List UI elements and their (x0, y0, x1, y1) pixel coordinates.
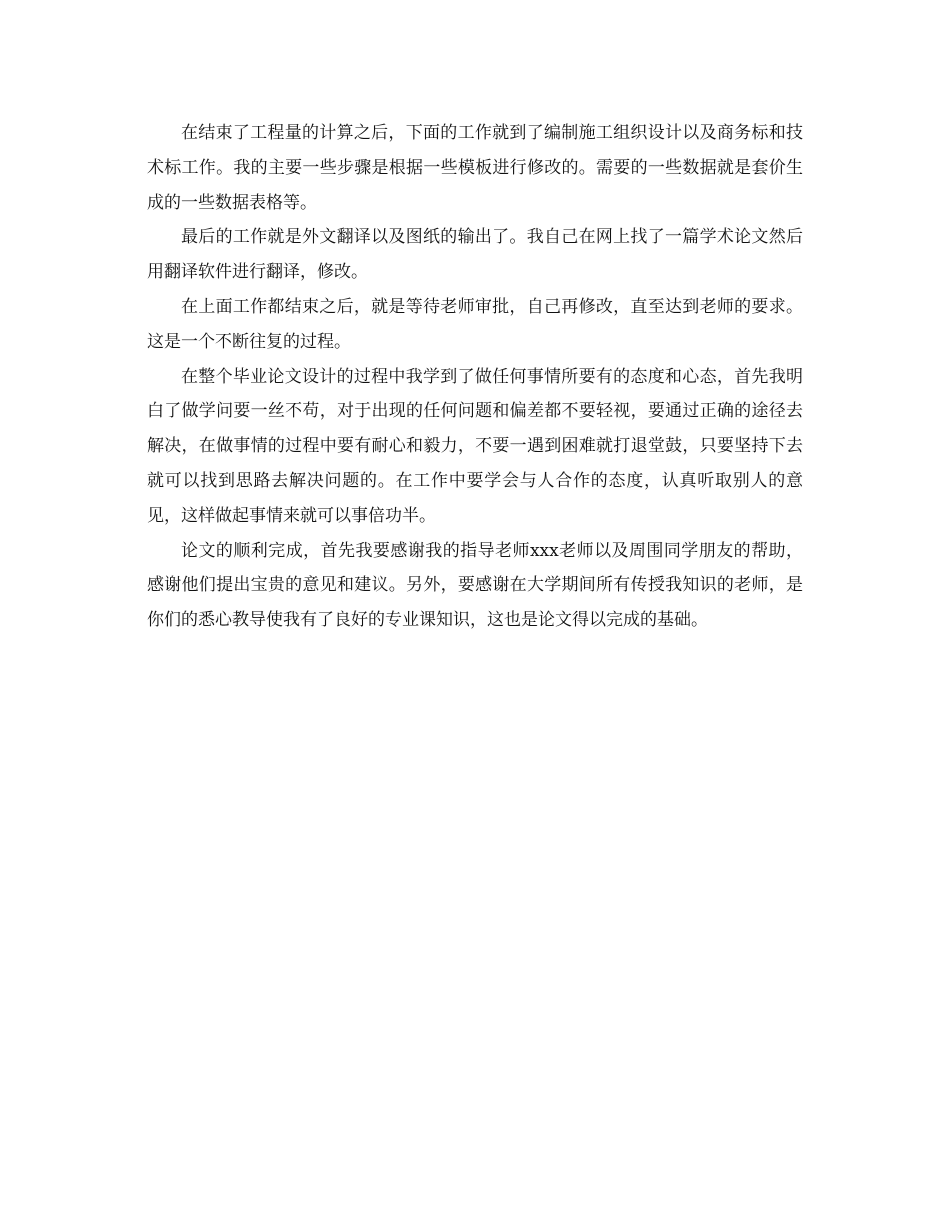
paragraph-1: 在结束了工程量的计算之后，下面的工作就到了编制施工组织设计以及商务标和技术标工作。我的主要一些步骤是根据一些模板进行修改的。需要的一些数据就是套价生成的一些数据表格等。 (147, 123, 803, 213)
paragraph-4: 在整个毕业论文设计的过程中我学到了做任何事情所要有的态度和心态，首先我明白了做学问要一丝不苟，对于出现的任何问题和偏差都不要轻视，要通过正确的途径去解决，在做事情的过程中要有耐心和毅力，不要一遇到困难就打退堂鼓，只要坚持下去就可以找到思路去解决问题的。在工作中要学会与人合作的态度，认真听取别人的意见，这样做起事情来就可以事倍功半。 (147, 366, 803, 526)
paragraph-3: 在上面工作都结束之后，就是等待老师审批，自己再修改，直至达到老师的要求。这是一个不断往复的过程。 (147, 296, 803, 352)
paragraph-2: 最后的工作就是外文翻译以及图纸的输出了。我自己在网上找了一篇学术论文然后用翻译软件进行翻译，修改。 (147, 227, 803, 283)
document-body (147, 116, 803, 638)
paragraph-5: 论文的顺利完成，首先我要感谢我的指导老师xxx老师以及周围同学朋友的帮助，感谢他们提出宝贵的意见和建议。另外，要感谢在大学期间所有传授我知识的老师，是你们的悉心教导使我有了良好的专业课知识，这也是论文得以完成的基础。 (147, 540, 803, 631)
